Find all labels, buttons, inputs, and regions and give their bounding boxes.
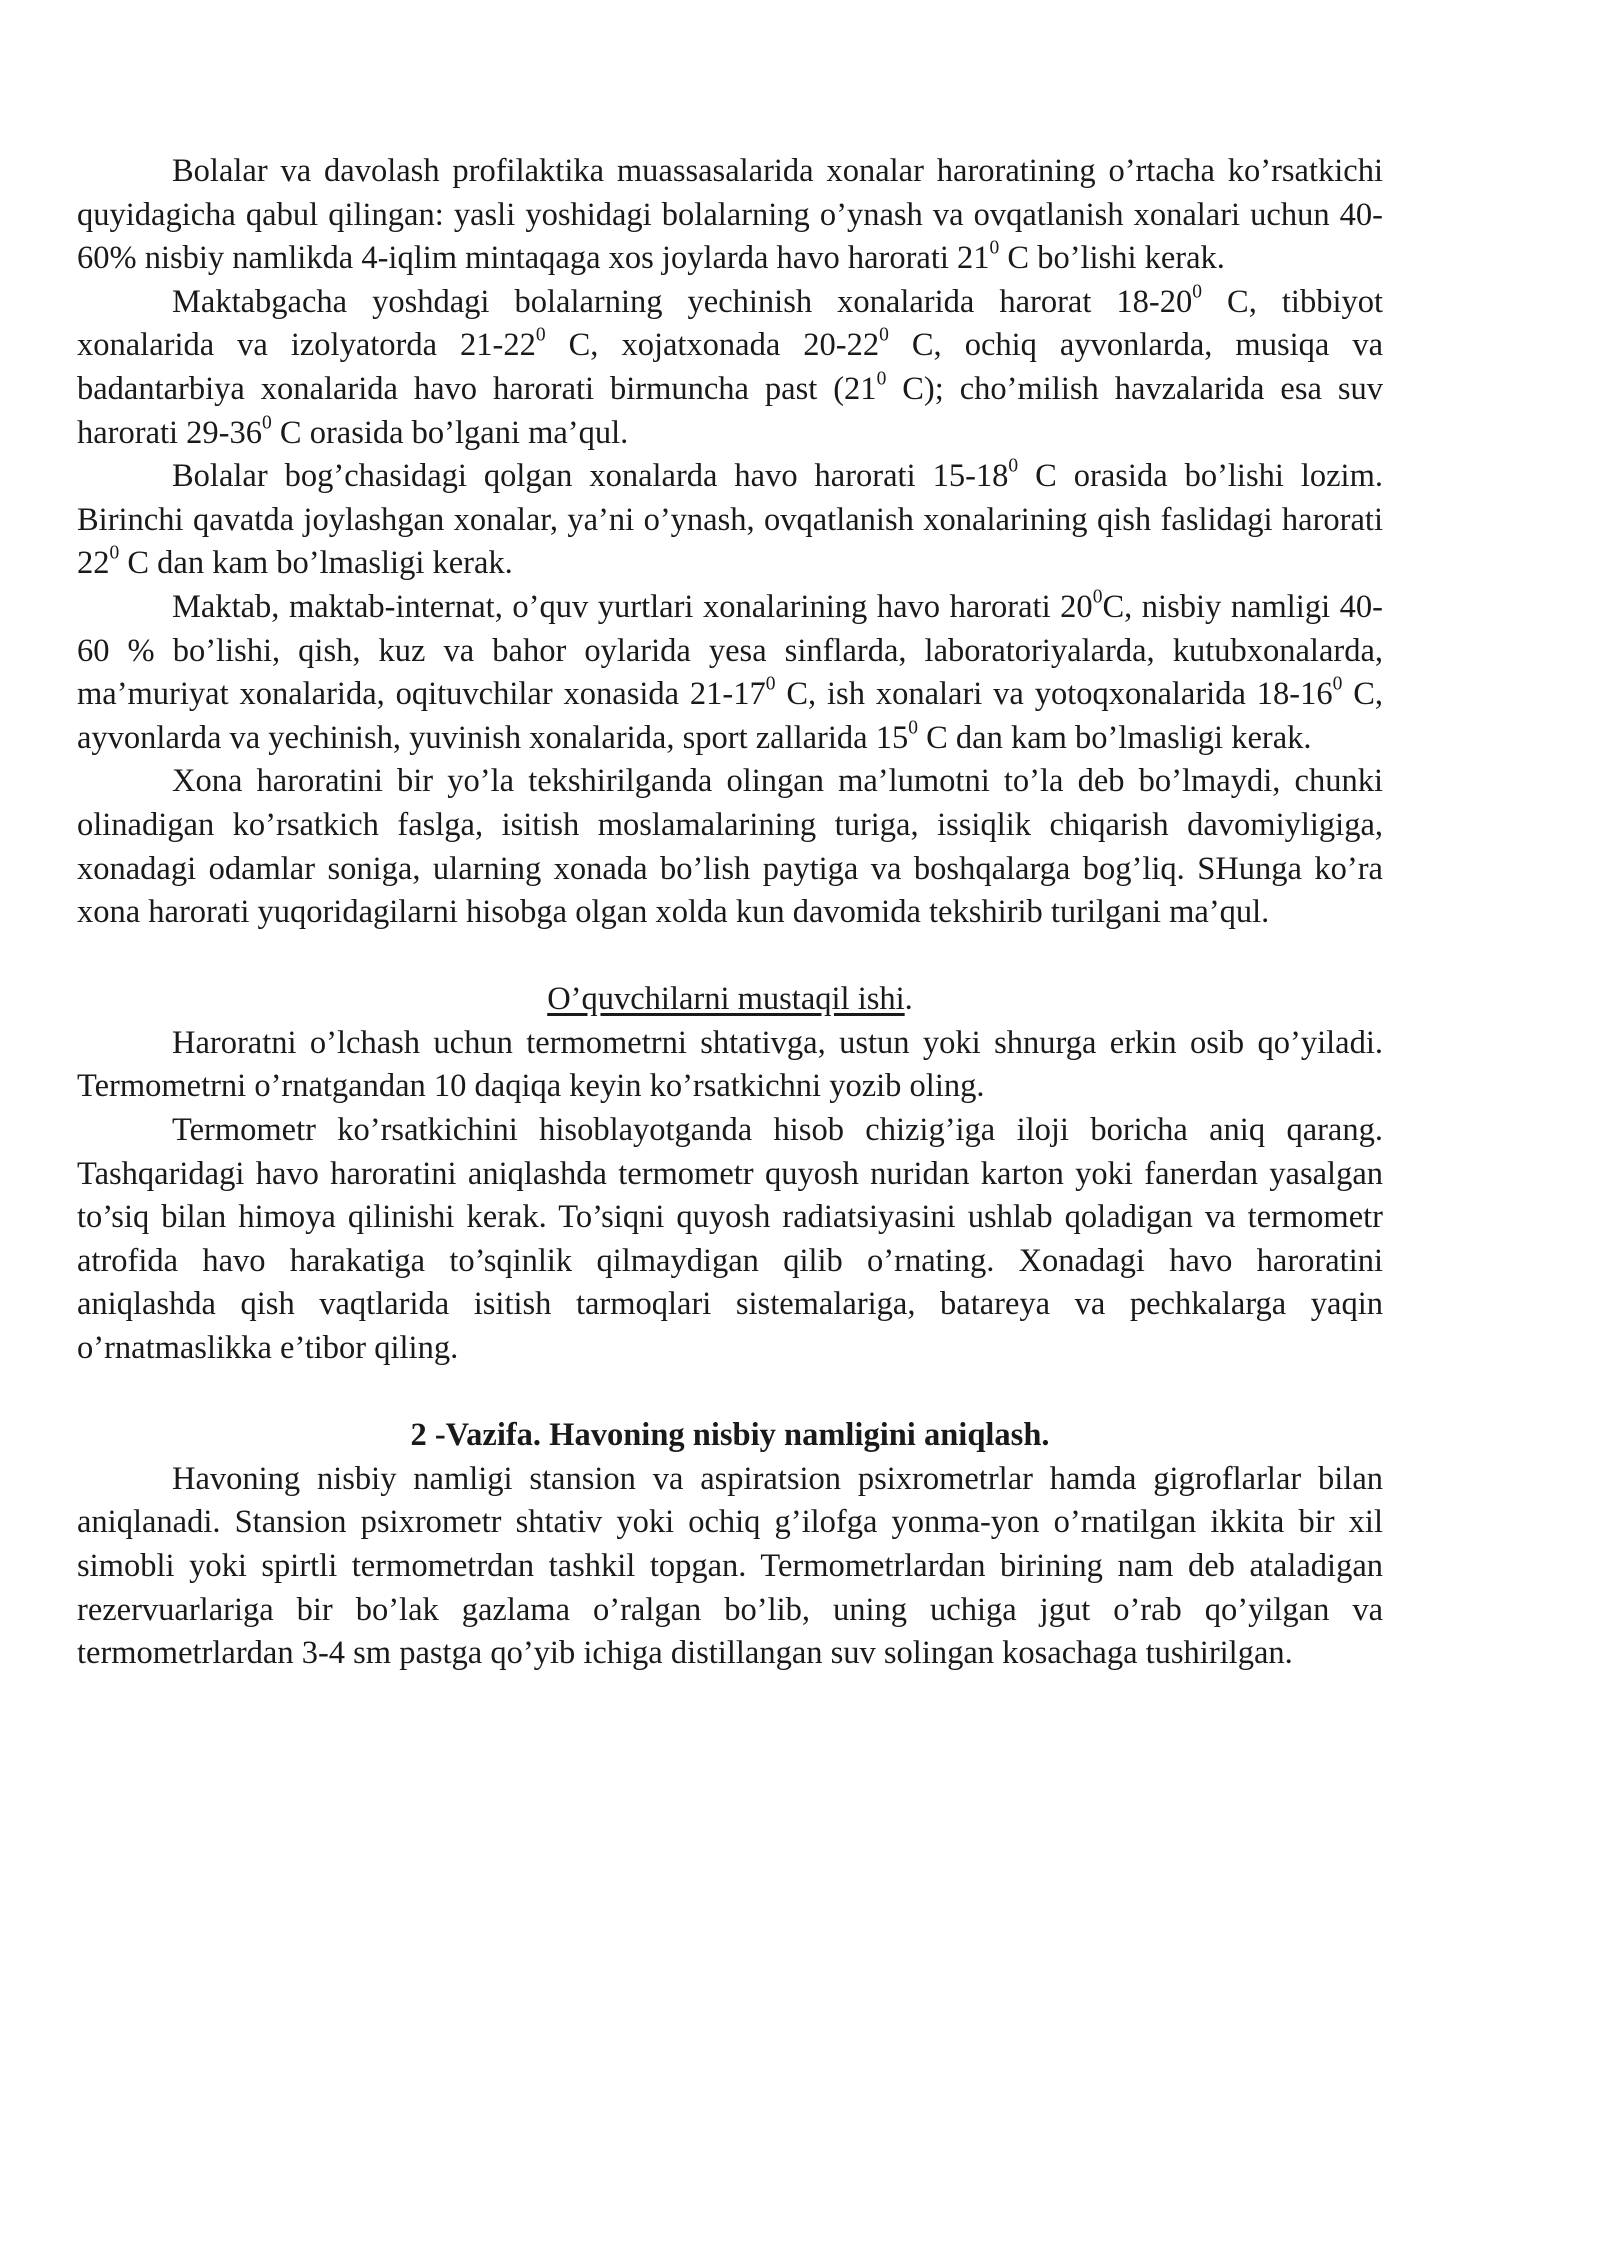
degree-mark: 0	[262, 411, 272, 433]
independent-work-section	[77, 978, 1383, 1370]
degree-mark: 0	[1092, 586, 1103, 608]
degree-mark: 0	[879, 324, 889, 346]
section-heading-period: .	[904, 981, 913, 1018]
degree-mark: 0	[876, 368, 887, 390]
task-heading: 2 -Vazifa. Havoning nisbiy namligini aniqlash.	[410, 1417, 1050, 1454]
degree-mark: 0	[535, 324, 546, 346]
degree-mark: 0	[765, 673, 776, 695]
temperature-norms-section	[77, 150, 1383, 935]
task-2-section	[77, 1414, 1383, 1676]
paragraph: Haroratni o’lchash uchun termometrni shtativga, ustun yoki shnurga erkin osib qo’yiladi. Termometrni o’rnatgandan 10 daqiqa keyin ko’rsatkichni yozib oling.	[77, 1024, 1383, 1105]
paragraph: Xona haroratini bir yo’la tekshirilganda olingan ma’lumotni to’la deb bo’lmaydi, chunki olinadigan ko’rsatkich faslga, isitish moslamalarining turiga, issiqlik chiqarish davomiyligiga, xonadagi odamlar soniga, ularning xonada bo’lish paytiga va boshqalarga bog’liq. SHunga ko’ra xona harorati yuqoridagilarni hisobga olgan xolda kun davomida tekshirib turilgani ma’qul.	[77, 763, 1383, 931]
spacer	[77, 1371, 1383, 1415]
degree-mark: 0	[109, 542, 120, 564]
degree-mark: 0	[1332, 673, 1343, 695]
paragraph: Bolalar va davolash profilaktika muassasalarida xonalar haroratining o’rtacha ko’rsatkichi quyidagicha qabul qilingan: yasli yoshidagi bolalarning o’ynash va ovqatlanish xonalari uchun 40-60% nisbiy namlikda 4-iqlim mintaqaga xos joylarda havo harorati $21^0$ C bo’lishi kerak.	[77, 153, 1383, 277]
page-body	[77, 150, 1383, 1676]
paragraph: Havoning nisbiy namligi stansion va aspiratsion psixrometrlar hamda gigroflarlar bilan aniqlanadi. Stansion psixrometr shtativ yoki ochiq g’ilofga yonma-yon o’rnatilgan ikkita bir xil simobli yoki spirtli termometrdan tashkil topgan. Termometrlardan birining nam deb ataladigan rezervuarlariga bir bo’lak gazlama o’ralgan bo’lib, uning uchiga jgut o’rab qo’yilgan va termometrlardan 3-4 sm pastga qo’yib ichiga distillangan suv solingan kosachaga tushirilgan.	[77, 1460, 1383, 1672]
degree-mark: 0	[1192, 281, 1202, 303]
degree-mark: 0	[989, 237, 1000, 259]
paragraph: Maktab, maktab-internat, o’quv yurtlari xonalarining havo harorati $20^0C$, nisbiy namligi 40-60 % bo’lishi, qish, kuz va bahor oylarida yesa sinflarda, laboratoriyalarda, kutubxonalarda, ma’muriyat xonalarida, oqituvchilar xonasida $21-17^0$ C, ish xonalari va yotoqxonalarida $18-16^0$ C, ayvonlarda va yechinish, yuvinish xonalarida, sport zallarida $15^0$ C dan kam bo’lmasligi kerak.	[77, 586, 1383, 756]
paragraph: Maktabgacha yoshdagi bolalarning yechinish xonalarida harorat $18-20^0$ C, tibbiyot xonalarida va izolyatorda $21-22^0$ C, xojatxonada $20-22^0$ C, ochiq ayvonlarda, musiqa va badantarbiya xonalarida havo harorati birmuncha past ($21^0$ C); cho’milish havzalarida esa suv harorati $29-36^0$ C orasida bo’lgani ma’qul.	[77, 281, 1384, 451]
paragraph: Bolalar bog’chasidagi qolgan xonalarda havo harorati $15-18^0$ C orasida bo’lishi lozim. Birinchi qavatda joylashgan xonalar, ya’ni o’ynash, ovqatlanish xonalarining qish faslidagi harorati $22^0$ C dan kam bo’lmasligi kerak.	[77, 455, 1383, 582]
degree-mark: 0	[1008, 455, 1019, 477]
spacer	[77, 935, 1383, 979]
paragraph: Termometr ko’rsatkichini hisoblayotganda hisob chizig’iga iloji boricha aniq qarang. Tashqaridagi havo haroratini aniqlashda termometr quyosh nuridan karton yoki fanerdan yasalgan to’siq bilan himoya qilinishi kerak. To’siqni quyosh radiatsiyasini ushlab qoladigan va termometr atrofida havo harakatiga to’sqinlik qilmaydigan qilib o’rnating. Xonadagi havo haroratini aniqlashda qish vaqtlarida isitish tarmoqlari sistemalariga, batareya va pechkalarga yaqin o’rnatmaslikka e’tibor qiling.	[77, 1112, 1383, 1367]
section-heading-text: O’quvchilarni mustaqil ishi	[547, 981, 905, 1018]
section-heading	[77, 978, 1383, 1022]
degree-mark: 0	[908, 717, 918, 739]
